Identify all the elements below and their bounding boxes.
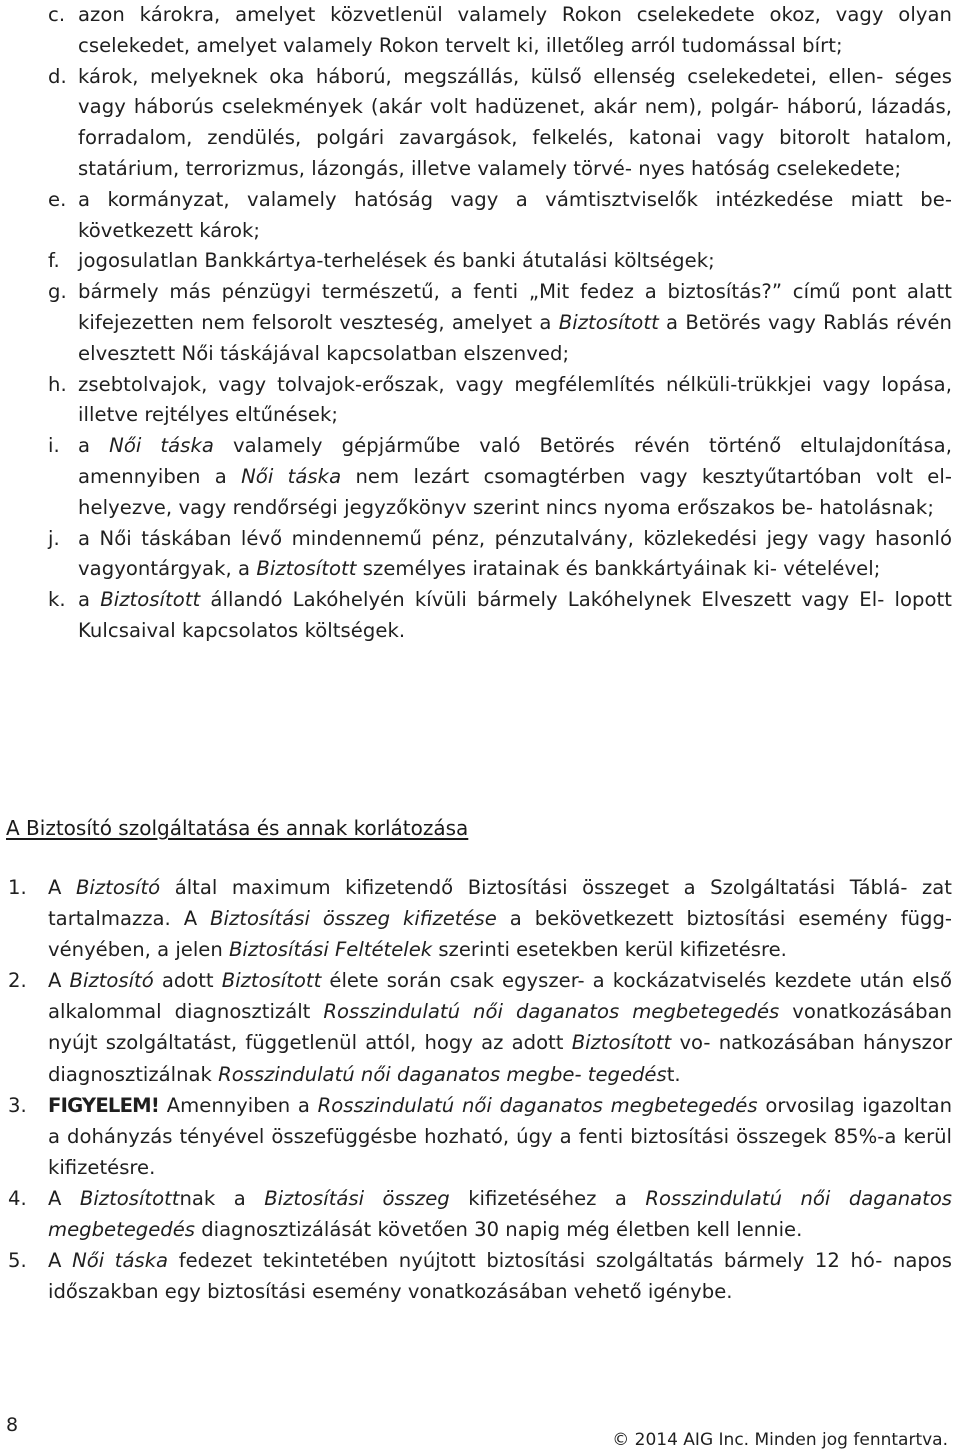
benefit-item: [0, 965, 960, 1089]
benefit-item: [0, 1090, 960, 1183]
exclusion-item: [0, 277, 960, 369]
body-text: személyes iratainak és bankkártyáinak ki- vételével;: [356, 557, 881, 581]
body-text: kifizetéséhez a: [449, 1186, 646, 1210]
list-marker: 2.: [8, 969, 27, 993]
body-text: orvosilag igazoltan a dohányzás tényével összefüggésbe hozható, úgy a fenti biztosítási összegek 85%-a kerül kifizetésre.: [48, 1093, 952, 1179]
body-text: zsebtolvajok, vagy tolvajok-erőszak, vagy megfélemlítés nélküli-trükkjei vagy lopása, illetve rejtélyes eltűnések;: [78, 372, 952, 427]
exclusion-item: [0, 370, 960, 432]
list-marker: e.: [48, 187, 67, 211]
body-text: A: [48, 876, 76, 899]
copyright-notice: © 2014 AIG Inc. Minden jog fenntartva.: [612, 1430, 948, 1450]
emphasis-text: Biztosított: [100, 588, 201, 612]
emphasis-text: Női táska: [241, 464, 342, 488]
body-text: a Női táskában lévő mindennemű pénz, pénzutalvány, közlekedési jegy vagy hasonló vagyontárgyak, a: [78, 526, 952, 581]
emphasis-text: Biztosítási összeg: [264, 1186, 450, 1210]
list-marker: c.: [48, 3, 66, 26]
emphasis-text: Biztosított: [571, 1031, 672, 1055]
emphasis-text: Biztosító: [75, 876, 161, 899]
body-text: nem lezárt csomagtérben vagy kesztyűtartóban volt el- helyezve, vagy rendőrségi jegyzőkönyv szerint nincs nyoma erőszakos be- hatolásnak;: [78, 464, 952, 519]
section-title: A Biztosító szolgáltatása és annak korlátozása: [6, 816, 469, 840]
body-text: szerinti esetekben kerül kifizetésre.: [432, 938, 787, 962]
body-text: valamely gépjárműbe való Betörés révén történő eltulajdonítása, amennyiben a: [78, 434, 952, 488]
list-marker: f.: [48, 249, 60, 273]
benefit-item: [0, 1183, 960, 1245]
list-marker: g.: [48, 280, 67, 304]
body-text: bármely más pénzügyi természetű, a fenti „Mit fedez a biztosítás?” című pont alatt kifejezetten nem felsorolt veszteség, amelyet a: [78, 280, 952, 334]
exclusion-item: [0, 431, 960, 523]
warning-label: FIGYELEM!: [48, 1093, 160, 1117]
body-text: diagnosztizálását követően 30 napig még életben kell lennie.: [195, 1218, 803, 1242]
body-text: károk, melyeknek oka háború, megszállás, külső ellenség cselekedetei, ellen- séges vagy háborús cselekmények (akár volt hadüzenet, akár nem), polgár- háború, lázadás, forradalom, zendülés, polgári zavargások, felkelés, katonai vagy bitorolt hatalom, statárium, terrorizmus, lázongás, illetve valamely törvé- nyes hatóság cselekedete;: [78, 64, 952, 180]
body-text: élete során csak egyszer- a kockázatviselés kezdete után első alkalommal diagnosztizált: [48, 969, 952, 1024]
emphasis-text: Női táska: [109, 434, 214, 458]
body-text: állandó Lakóhelyén kívüli bármely Lakóhelynek Elveszett vagy El- lopott Kulcsaival kapcsolatos költségek.: [78, 588, 952, 642]
emphasis-text: Biztosított: [558, 310, 659, 334]
list-marker: 4.: [8, 1186, 27, 1210]
benefit-item: [0, 872, 960, 965]
list-marker: d.: [48, 64, 67, 88]
emphasis-text: Rosszindulatú női daganatos megbe- tegedés: [218, 1062, 667, 1086]
exclusion-item: [0, 585, 960, 647]
exclusion-item: [0, 0, 960, 62]
emphasis-text: Rosszindulatú női daganatos megbetegedés: [323, 1000, 780, 1024]
emphasis-text: Rosszindulatú női daganatos megbetegedés: [317, 1093, 758, 1117]
emphasis-text: Rosszindulatú női daganatos megbetegedés: [48, 1186, 953, 1242]
body-text: azon károkra, amelyet közvetlenül valamely Rokon cselekedete okoz, vagy olyan cselekedet, amelyet valamely Rokon tervelt ki, illetőleg arról tudomással bírt;: [78, 3, 952, 57]
body-text: nak a: [179, 1186, 265, 1210]
benefit-item: [0, 1245, 960, 1307]
body-text: a: [78, 434, 110, 458]
list-marker: j.: [48, 526, 60, 550]
body-text: vonatkozásában nyújt szolgáltatást, függetlenül attól, hogy az adott: [48, 1000, 952, 1055]
body-text: adott: [153, 969, 222, 993]
emphasis-text: Biztosított: [79, 1186, 180, 1210]
emphasis-text: Női táska: [72, 1249, 169, 1273]
body-text: vo- natkozásában hányszor diagnosztizálnak: [48, 1031, 953, 1086]
body-text: A: [48, 1249, 73, 1273]
body-text: a: [78, 588, 101, 612]
list-marker: h.: [48, 372, 67, 396]
list-marker: 5.: [8, 1249, 27, 1273]
benefits-list: [0, 872, 960, 1307]
body-text: A: [48, 969, 70, 993]
exclusions-list: [0, 0, 960, 647]
exclusion-item: [0, 185, 960, 247]
exclusion-item: [0, 524, 960, 586]
body-text: A: [48, 1186, 80, 1210]
body-text: a kormányzat, valamely hatóság vagy a vámtisztviselők intézkedése miatt be- következett károk;: [78, 187, 952, 242]
emphasis-text: Biztosítási összeg kifizetése: [210, 907, 497, 931]
body-text: jogosulatlan Bankkártya-terhelések és banki átutalási költségek;: [78, 249, 715, 273]
page-number: 8: [6, 1414, 19, 1436]
body-text: által maximum kifizetendő Biztosítási összeget a Szolgáltatási Táblá- zat tartalmazza. A: [48, 876, 952, 931]
body-text: t.: [666, 1062, 681, 1086]
exclusion-item: [0, 246, 960, 277]
exclusion-item: [0, 62, 960, 185]
body-text: fedezet tekintetében nyújtott biztosítási szolgáltatás bármely 12 hó- napos időszakban egy biztosítási esemény vonatkozásában vehető igénybe.: [48, 1249, 952, 1304]
emphasis-text: Biztosító: [69, 969, 154, 993]
list-marker: 3.: [8, 1093, 27, 1117]
body-text: a Betörés vagy Rablás révén elvesztett Női táskájával kapcsolatban elszenved;: [78, 310, 952, 365]
emphasis-text: Biztosított: [256, 557, 357, 581]
body-text: a bekövetkezett biztosítási esemény függ- vényében, a jelen: [48, 907, 953, 962]
list-marker: i.: [48, 434, 60, 458]
emphasis-text: Biztosítási Feltételek: [228, 938, 433, 962]
list-marker: 1.: [8, 876, 27, 899]
body-text: Amennyiben a: [159, 1093, 318, 1117]
emphasis-text: Biztosított: [221, 969, 322, 993]
list-marker: k.: [48, 588, 66, 612]
